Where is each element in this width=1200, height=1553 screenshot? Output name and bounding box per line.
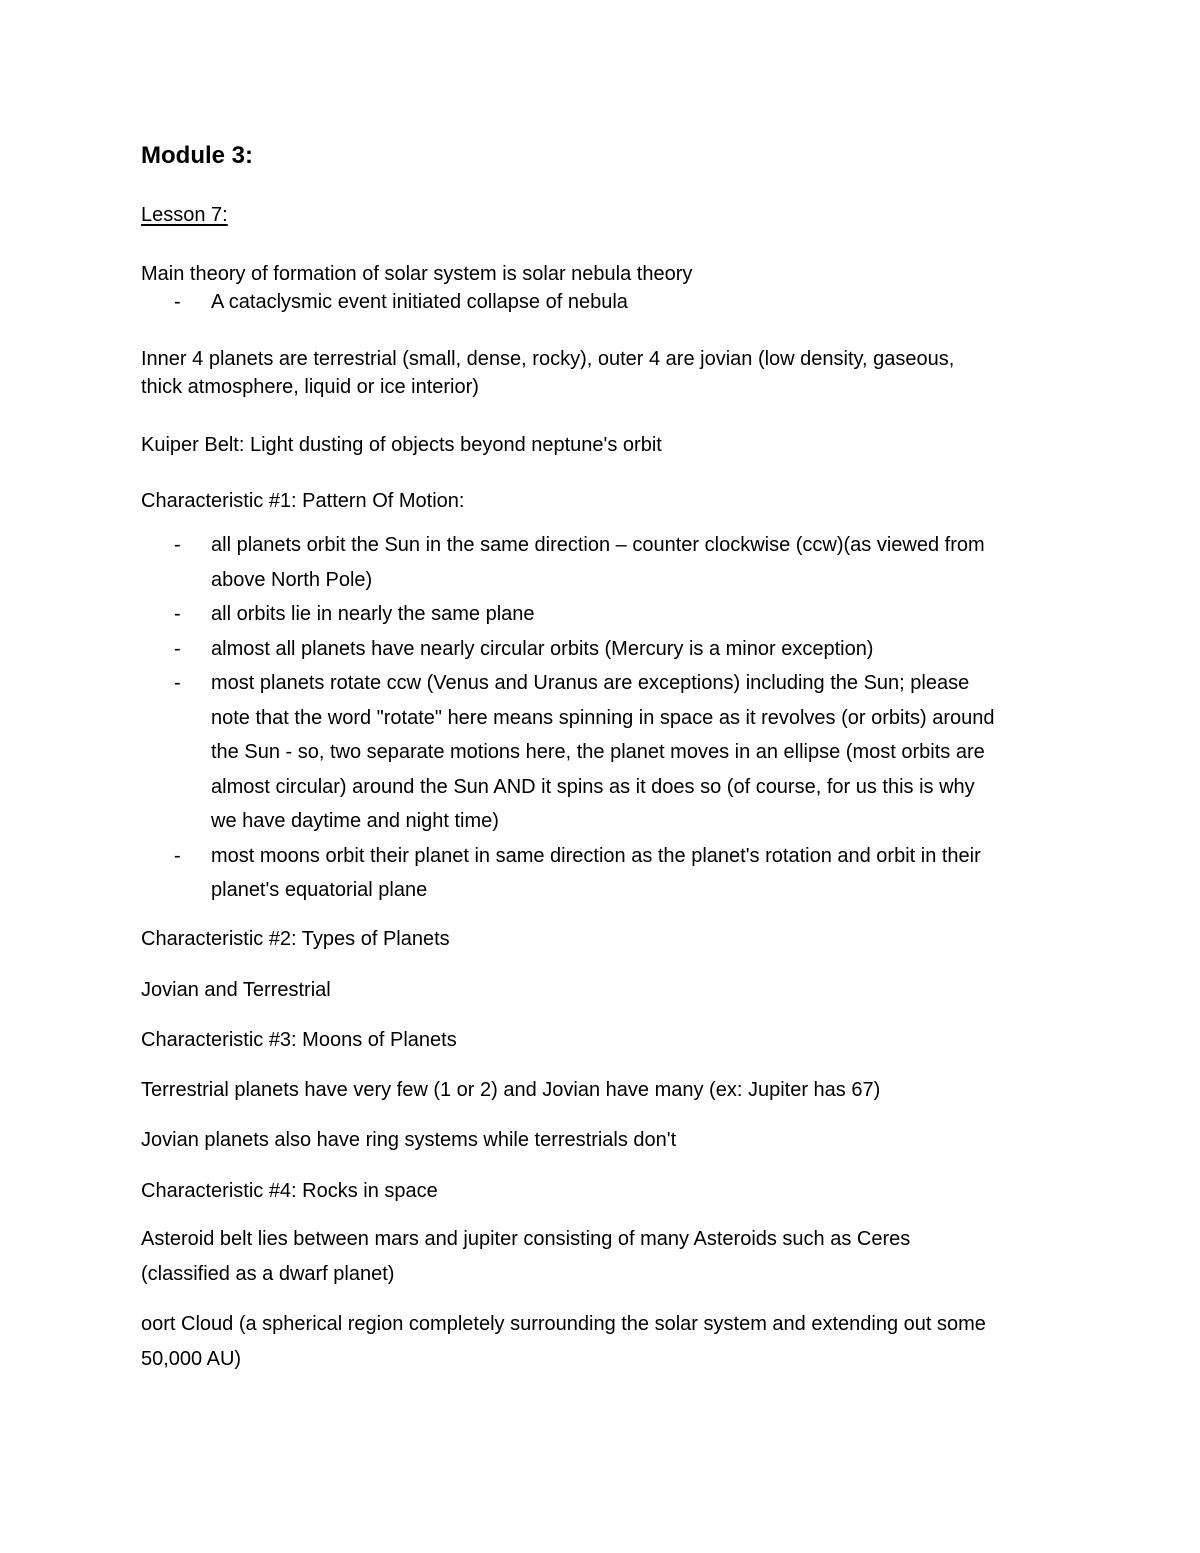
char3-text-terrestrial: Terrestrial planets have very few (1 or 2) and Jovian have many (ex: Jupiter has 67) (141, 1079, 881, 1101)
char2-text: Jovian and Terrestrial (141, 979, 331, 1001)
oort-line: 50,000 AU) (141, 1347, 242, 1370)
planets-line: Inner 4 planets are terrestrial (small, dense, rocky), outer 4 are jovian (low density, gaseous, (141, 348, 955, 370)
asteroid-line: Asteroid belt lies between mars and jupiter consisting of many Asteroids such as Ceres (141, 1228, 911, 1250)
planets-paragraph (141, 345, 1061, 401)
char1-bullet-line: we have daytime and night time) (211, 810, 499, 832)
bullet-dash: - (174, 844, 181, 867)
char1-bullet-text (211, 666, 1061, 839)
bullet-dash: - (174, 637, 181, 660)
char1-bullet-line: above North Pole) (211, 568, 373, 591)
oort-line: oort Cloud (a spherical region completely surrounding the solar system and extending out some (141, 1313, 986, 1335)
theory-bullet-text: A cataclysmic event initiated collapse of nebula (211, 291, 628, 313)
char1-bullet-text (211, 632, 1061, 667)
char1-bullet-line: the Sun - so, two separate motions here, the planet moves in an ellipse (most orbits are (211, 741, 985, 763)
asteroid-paragraph (141, 1222, 1061, 1291)
module-title: Module 3: (141, 142, 253, 169)
char1-bullet-line: note that the word "rotate" here means spinning in space as it revolves (or orbits) around (211, 706, 995, 729)
oort-paragraph (141, 1307, 1061, 1376)
bullet-dash: - (174, 603, 181, 625)
lesson-heading: Lesson 7: (141, 204, 228, 226)
char1-bullet-line: all planets orbit the Sun in the same direction – counter clockwise (ccw)(as viewed from (211, 534, 985, 556)
char1-bullet-line: almost circular) around the Sun AND it spins as it does so (of course, for us this is why (211, 775, 975, 798)
char1-bullet-line: most planets rotate ccw (Venus and Uranus are exceptions) including the Sun; please (211, 672, 970, 694)
bullet-dash: - (174, 291, 181, 313)
char1-bullet-text (211, 528, 1061, 597)
bullet-dash: - (174, 672, 181, 694)
char1-bullet-line: planet's equatorial plane (211, 879, 428, 901)
theory-line: Main theory of formation of solar system is solar nebula theory (141, 263, 693, 285)
char4-heading: Characteristic #4: Rocks in space (141, 1180, 438, 1202)
char1-bullet-text (211, 839, 1061, 908)
kuiper-paragraph: Kuiper Belt: Light dusting of objects beyond neptune's orbit (141, 434, 662, 456)
planets-line: thick atmosphere, liquid or ice interior) (141, 376, 479, 398)
char1-bullet-line: most moons orbit their planet in same direction as the planet's rotation and orbit in their (211, 844, 981, 867)
char1-bullet-line: all orbits lie in nearly the same plane (211, 603, 535, 625)
char2-heading: Characteristic #2: Types of Planets (141, 928, 450, 950)
char1-bullet-text (211, 597, 1061, 632)
char1-bullet-line: almost all planets have nearly circular orbits (Mercury is a minor exception) (211, 637, 874, 660)
char1-heading: Characteristic #1: Pattern Of Motion: (141, 490, 465, 512)
bullet-dash: - (174, 534, 181, 556)
asteroid-line: (classified as a dwarf planet) (141, 1262, 395, 1285)
char3-text-rings: Jovian planets also have ring systems while terrestrials don't (141, 1129, 677, 1151)
char3-heading: Characteristic #3: Moons of Planets (141, 1029, 457, 1051)
